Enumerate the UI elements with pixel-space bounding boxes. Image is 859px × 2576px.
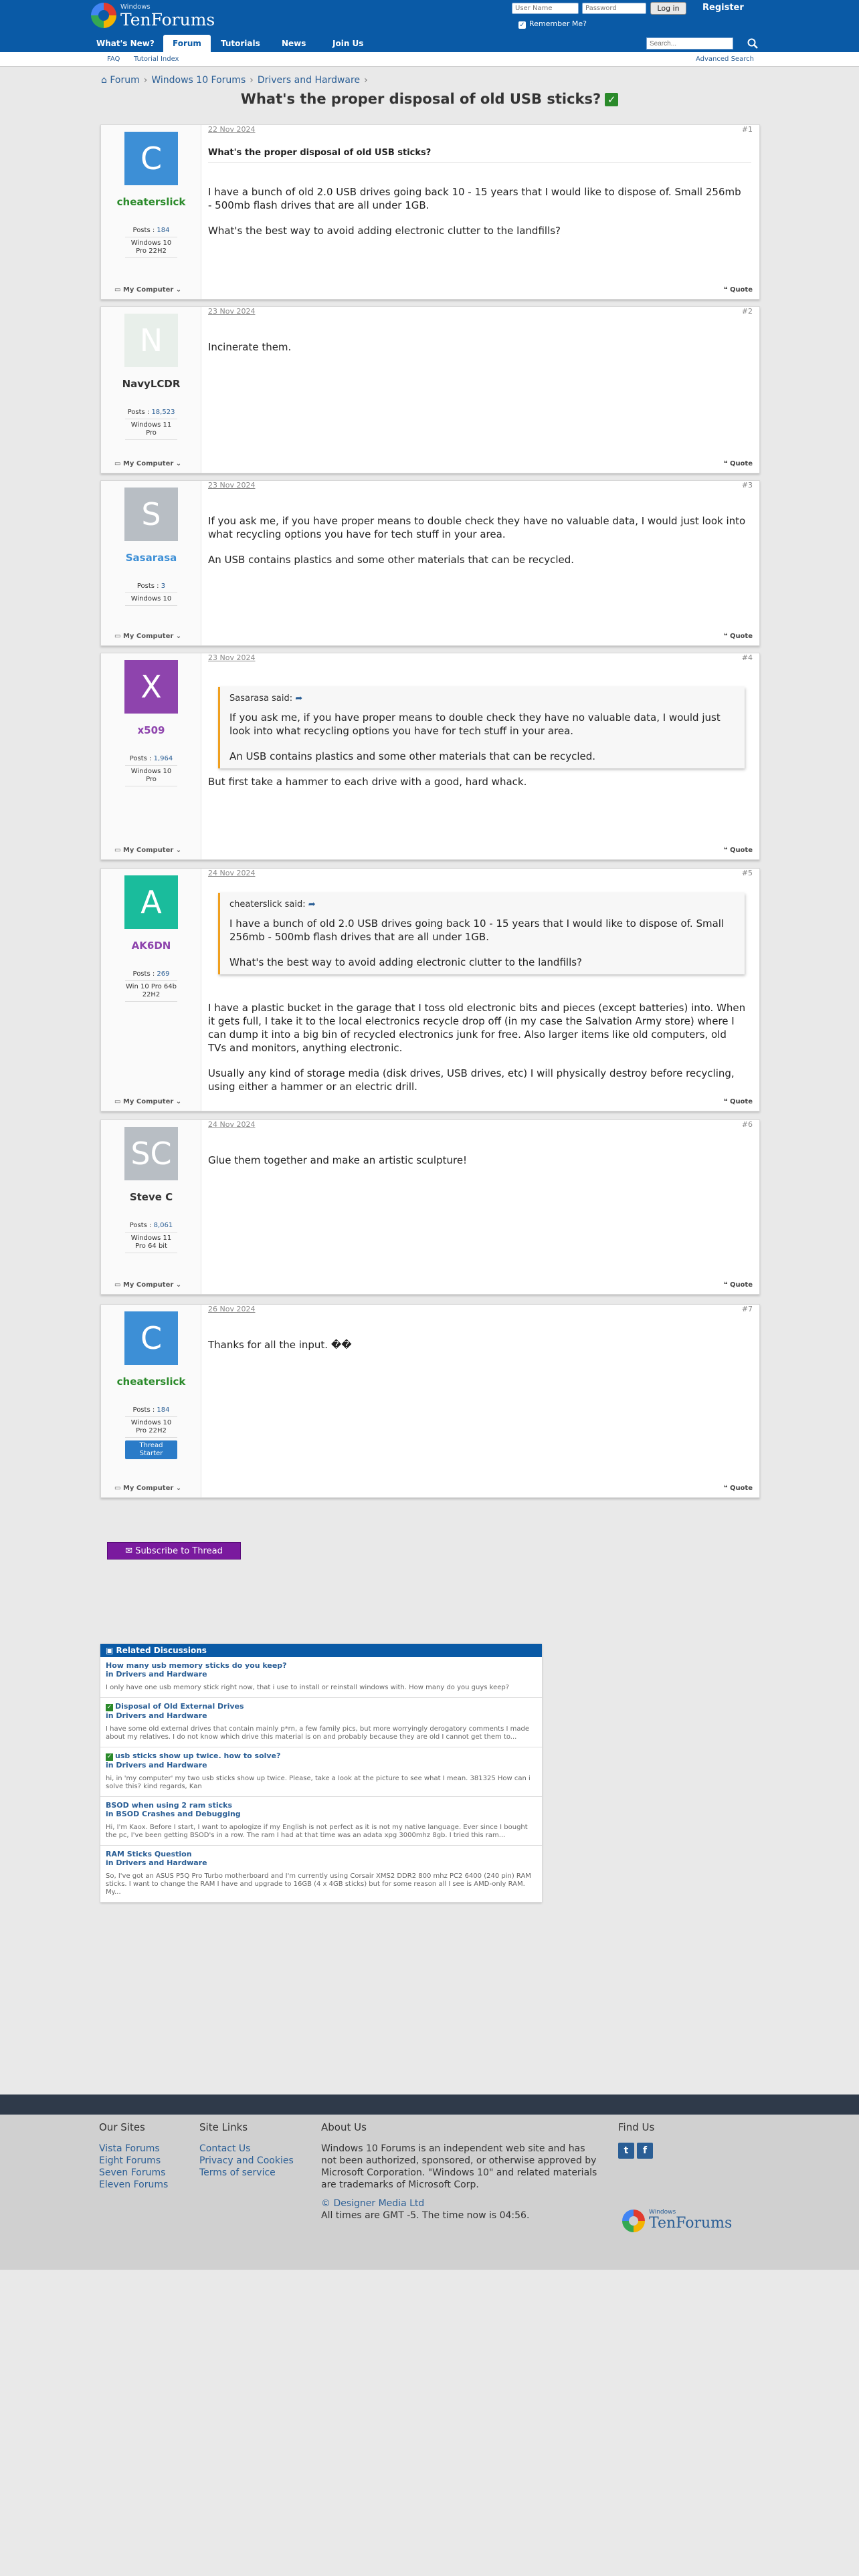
tutorial-index-link[interactable]: Tutorial Index [134, 56, 179, 63]
footer-link-seven[interactable]: Seven Forums [99, 2167, 166, 2178]
home-icon[interactable]: ⌂ [101, 75, 107, 86]
computer-icon: ▭ [114, 1281, 123, 1289]
quote-block [218, 893, 745, 974]
post-count [125, 1222, 177, 1232]
footer-link-privacy[interactable]: Privacy and Cookies [199, 2155, 294, 2166]
quote-button[interactable] [724, 1281, 753, 1289]
quote-button[interactable] [724, 286, 753, 294]
post-date[interactable]: 23 Nov 2024 [208, 307, 256, 316]
posts-count-value[interactable]: 18,523 [151, 409, 175, 416]
username[interactable]: Steve C [129, 1191, 173, 1203]
username[interactable]: cheaterslick [116, 1376, 186, 1388]
computer-icon: ▭ [114, 847, 123, 854]
system-info: Windows 11 Pro 64 bit [125, 1235, 177, 1253]
post-number[interactable]: #2 [741, 307, 753, 316]
posts-label: Posts : [132, 1406, 155, 1414]
user-info [125, 227, 177, 258]
post-date[interactable]: 23 Nov 2024 [208, 653, 256, 662]
computer-icon: ▭ [114, 1485, 123, 1492]
related-heading-text: Related Discussions [116, 1646, 207, 1655]
nav-forum[interactable]: Forum [163, 35, 211, 52]
checkbox-icon[interactable]: ✓ [519, 21, 525, 29]
post-body [208, 1154, 746, 1179]
post-count [125, 227, 177, 237]
system-info: Windows 10 [125, 595, 177, 606]
thread-starter-badge: Thread Starter [125, 1440, 177, 1459]
post [100, 1119, 760, 1295]
breadcrumb-drivers-hardware[interactable]: Drivers and Hardware [257, 75, 361, 86]
footer-our-sites-heading: Our Sites [99, 2121, 145, 2133]
system-info: Windows 11 Pro [125, 421, 177, 440]
system-info: Win 10 Pro 64b 22H2 [125, 983, 177, 1002]
user-info [125, 1222, 177, 1253]
quote-author: Sasarasa said: [229, 693, 293, 704]
post-paragraph: I have a bunch of old 2.0 USB drives going back 10 - 15 years that I would like to dispose of. Small 256mb - 500mb flash drives that are all under 1GB. [208, 186, 741, 211]
post-author-panel [101, 307, 201, 473]
quote-button[interactable] [724, 1485, 753, 1492]
footer-logo[interactable] [622, 2208, 749, 2235]
post [100, 653, 760, 860]
my-computer-toggle[interactable] [114, 847, 181, 854]
my-computer-label: My Computer [122, 286, 174, 294]
posts-count-value[interactable]: 184 [157, 1406, 170, 1414]
post-number[interactable]: #3 [741, 481, 753, 490]
quote-label: Quote [729, 633, 753, 640]
quote-button[interactable] [724, 847, 753, 854]
breadcrumb [101, 75, 372, 86]
username[interactable]: cheaterslick [116, 196, 186, 208]
username[interactable]: NavyLCDR [122, 378, 181, 390]
quote-attribution [229, 898, 735, 911]
avatar[interactable]: S [124, 488, 178, 541]
post-count [125, 409, 177, 419]
username[interactable]: Sasarasa [125, 552, 177, 564]
posts-count-value[interactable]: 3 [161, 582, 166, 590]
post-date[interactable]: 24 Nov 2024 [208, 869, 256, 877]
quote-paragraph: If you ask me, if you have proper means to double check they have no valuable data, I would just look into what recycling options you have for tech stuff in your area. [229, 712, 721, 737]
post-paragraph: Glue them together and make an artistic sculpture! [208, 1154, 468, 1166]
related-excerpt: So, I've got an ASUS P5Q Pro Turbo motherboard and I'm currently using Corsair XMS2 DDR2 800 mhz PC2 6400 (240 pin) RAM sticks. I want to change the RAM I have and upgrade to 16GB (4 x 4GB sticks) but for some reason all I see is AMD-only RAM. My... [106, 1872, 531, 1896]
posts-count-value[interactable]: 1,964 [153, 755, 173, 762]
computer-icon: ▭ [114, 633, 123, 640]
posts-label: Posts : [132, 970, 155, 978]
reply-arrow-icon[interactable]: ➦ [295, 693, 303, 704]
footer-about [321, 2121, 602, 2222]
related-title-text[interactable]: usb sticks show up twice. how to solve? [115, 1751, 281, 1760]
my-computer-toggle[interactable] [114, 460, 181, 467]
footer-link-terms[interactable]: Terms of service [199, 2167, 276, 2178]
post-paragraph: Incinerate them. [208, 341, 292, 353]
chevron-down-icon: ⌄ [173, 286, 182, 294]
breadcrumb-windows-10-forums[interactable]: Windows 10 Forums [151, 75, 246, 86]
posts-label: Posts : [129, 1222, 152, 1229]
related-excerpt: I have some old external drives that contain mainly p*rn, a few family pics, but more worryingly derogatory comments I made about my relatives. I do not know which drive this material is on and probably because they are old I cannot get them to... [106, 1725, 529, 1741]
remember-label: Remember Me? [529, 19, 587, 28]
login-button[interactable]: Log in [650, 2, 686, 15]
post-count [125, 582, 177, 593]
related-title-text[interactable]: RAM Sticks Question [106, 1850, 192, 1858]
logo-small-text: Windows [120, 3, 151, 11]
mail-icon: ✉ [125, 1546, 136, 1556]
post [100, 124, 760, 300]
facebook-icon[interactable]: f [637, 2143, 653, 2159]
posts-count-value[interactable]: 8,061 [153, 1222, 173, 1229]
post-number[interactable]: #1 [741, 125, 753, 134]
post-body [208, 514, 746, 578]
footer-logo-text: TenForums [649, 2215, 733, 2232]
posts-count-value[interactable]: 269 [157, 970, 170, 978]
computer-icon: ▭ [114, 1098, 123, 1105]
post [100, 480, 760, 646]
quote-icon: ❝ [723, 1281, 730, 1289]
system-info: Windows 10 Pro 22H2 [125, 1419, 177, 1438]
my-computer-label: My Computer [122, 1485, 174, 1492]
post-author-panel [101, 481, 201, 645]
my-computer-label: My Computer [122, 1098, 174, 1105]
related-forum: in Drivers and Hardware [106, 1761, 207, 1769]
quote-author: cheaterslick said: [229, 899, 306, 909]
footer-copyright[interactable]: © Designer Media Ltd [321, 2198, 425, 2209]
user-info [125, 1406, 177, 1459]
quote-icon: ❝ [723, 286, 730, 294]
quote-icon: ❝ [723, 1098, 730, 1105]
post-paragraph: What's the best way to avoid adding electronic clutter to the landfills? [208, 225, 561, 237]
thread-title-text: What's the proper disposal of old USB sticks? [240, 91, 601, 107]
footer-band [0, 2095, 859, 2115]
post-paragraph: Usually any kind of storage media (disk drives, USB drives, etc) I will physically destroy before recycling, using either a hammer or an electric drill. [208, 1067, 735, 1093]
reply-arrow-icon[interactable]: ➦ [308, 899, 316, 909]
related-title-text[interactable]: How many usb memory sticks do you keep? [106, 1661, 287, 1670]
quote-paragraph: I have a bunch of old 2.0 USB drives going back 10 - 15 years that I would like to dispose of. Small 256mb - 500mb flash drives that are all under 1GB. [229, 918, 725, 943]
twitter-icon[interactable]: t [618, 2143, 634, 2159]
footer-site-links [199, 2121, 294, 2179]
faq-link[interactable]: FAQ [107, 56, 120, 63]
related-item [100, 1698, 542, 1747]
quote-button[interactable] [724, 1098, 753, 1105]
my-computer-toggle[interactable] [114, 633, 181, 640]
my-computer-label: My Computer [122, 1281, 174, 1289]
related-forum: in BSOD Crashes and Debugging [106, 1810, 241, 1818]
footer-link-eight[interactable]: Eight Forums [99, 2155, 161, 2166]
search-input[interactable] [646, 37, 733, 49]
post-paragraph: But first take a hammer to each drive with a good, hard whack. [208, 776, 527, 788]
page-title [0, 91, 859, 107]
breadcrumb-forum[interactable]: Forum [110, 75, 140, 86]
quote-label: Quote [729, 460, 753, 467]
related-excerpt: hi, in 'my computer' my two usb sticks show up twice. Please, take a look at the picture to see what I mean. 381325 How can i solve this? kind regards, Kan [106, 1775, 531, 1790]
related-forum: in Drivers and Hardware [106, 1711, 207, 1720]
chevron-down-icon: ⌄ [173, 847, 182, 854]
chevron-right-icon: › [250, 75, 254, 86]
nav-join-us[interactable]: Join Us [332, 39, 364, 48]
post-count [125, 755, 177, 766]
chevron-down-icon: ⌄ [173, 1281, 182, 1289]
chevron-down-icon: ⌄ [173, 633, 182, 640]
system-info: Windows 10 Pro 22H2 [125, 239, 177, 258]
posts-label: Posts : [127, 409, 150, 416]
posts-count-value[interactable]: 184 [157, 227, 170, 234]
logo-text: TenForums [120, 10, 215, 29]
footer-logo-small: Windows [649, 2209, 676, 2216]
post [100, 868, 760, 1111]
quote-label: Quote [729, 1281, 753, 1289]
footer-link-vista[interactable]: Vista Forums [99, 2143, 160, 2154]
related-title[interactable] [106, 1661, 537, 1670]
posts-label: Posts : [136, 582, 159, 590]
related-heading [100, 1644, 542, 1657]
post-number[interactable]: #6 [741, 1120, 753, 1129]
related-item [100, 1657, 542, 1698]
post-date[interactable]: 23 Nov 2024 [208, 481, 256, 490]
avatar[interactable]: X [124, 660, 178, 714]
password-input[interactable] [582, 3, 646, 14]
computer-icon: ▭ [114, 460, 123, 467]
post-body [208, 1338, 746, 1364]
search-icon[interactable] [747, 37, 759, 49]
post-number[interactable]: #5 [741, 869, 753, 877]
post-body [208, 340, 746, 366]
user-info [125, 409, 177, 440]
quote-icon: ❝ [723, 633, 730, 640]
my-computer-label: My Computer [122, 847, 174, 854]
quote-paragraph: An USB contains plastics and some other materials that can be recycled. [229, 750, 596, 762]
my-computer-toggle[interactable] [114, 1098, 181, 1105]
related-item [100, 1846, 542, 1903]
quote-block [218, 687, 745, 768]
post-number[interactable]: #7 [741, 1305, 753, 1313]
post-author-panel [101, 125, 201, 299]
footer-find-us [618, 2121, 656, 2159]
subscribe-label: Subscribe to Thread [135, 1546, 223, 1556]
post-author-panel [101, 1305, 201, 1497]
user-info [125, 582, 177, 606]
footer-link-contact[interactable]: Contact Us [199, 2143, 251, 2154]
post [100, 306, 760, 473]
related-title[interactable] [106, 1702, 537, 1711]
username[interactable]: x509 [137, 724, 165, 736]
related-title[interactable] [106, 1751, 537, 1761]
username[interactable]: AK6DN [131, 940, 171, 952]
post-date[interactable]: 24 Nov 2024 [208, 1120, 256, 1129]
post-body [208, 775, 746, 800]
solved-check-icon: ✓ [106, 1704, 112, 1711]
register-link[interactable]: Register [702, 3, 744, 13]
avatar[interactable]: SC [124, 1127, 178, 1180]
post-paragraph: I have a plastic bucket in the garage that I toss old electronic bits and pieces (except batteries) into. When it gets full, I take it to the local electronics recycle drop off (in my case the Salvation Army store) where I can dump it into a big bin of recycled electronics junk for free. Also larger items like old computers, old TVs and monitors, anything electronic. [208, 1002, 746, 1054]
posts-label: Posts : [132, 227, 155, 234]
post-paragraph: If you ask me, if you have proper means to double check they have no valuable data, I would just look into what recycling options you have for tech stuff in your area. [208, 515, 746, 540]
related-discussions [100, 1644, 542, 1903]
post-count [125, 970, 177, 981]
posts-label: Posts : [129, 755, 152, 762]
post-author-panel [101, 653, 201, 859]
chevron-down-icon: ⌄ [173, 460, 182, 467]
avatar[interactable]: C [124, 132, 178, 185]
chevron-right-icon: › [364, 75, 368, 86]
post-author-panel [101, 869, 201, 1111]
related-forum: in Drivers and Hardware [106, 1858, 207, 1867]
quote-attribution [229, 692, 735, 706]
quote-icon: ❝ [723, 847, 730, 854]
post [100, 1304, 760, 1498]
post-count [125, 1406, 177, 1417]
quote-label: Quote [729, 847, 753, 854]
related-title-text[interactable]: BSOD when using 2 ram sticks [106, 1801, 232, 1810]
solved-check-icon: ✓ [605, 93, 618, 106]
post-date[interactable]: 22 Nov 2024 [208, 125, 256, 134]
my-computer-toggle[interactable] [114, 1485, 181, 1492]
post-body [208, 185, 746, 249]
chevron-right-icon: › [143, 75, 148, 86]
remember-me[interactable] [518, 19, 587, 29]
advanced-search-link[interactable]: Advanced Search [696, 56, 754, 63]
related-excerpt: I only have one usb memory stick right now, that i use to install or reinstall windows with. How many do you guys keep? [106, 1684, 510, 1691]
post-author-panel [101, 1120, 201, 1294]
post-paragraph: An USB contains plastics and some other materials that can be recycled. [208, 554, 575, 566]
footer-link-eleven[interactable]: Eleven Forums [99, 2179, 169, 2190]
quote-icon: ❝ [723, 460, 730, 467]
windows-logo-icon [622, 2210, 645, 2232]
footer-about-heading: About Us [321, 2121, 367, 2133]
quote-icon: ❝ [723, 1485, 730, 1492]
related-title[interactable] [106, 1850, 537, 1858]
top-header [0, 0, 859, 52]
chevron-down-icon: ⌄ [173, 1098, 182, 1105]
forum-icon: ▣ [106, 1646, 116, 1655]
related-forum: in Drivers and Hardware [106, 1670, 207, 1679]
windows-logo-icon [91, 3, 116, 28]
quote-paragraph: What's the best way to avoid adding electronic clutter to the landfills? [229, 956, 583, 968]
related-list [100, 1657, 542, 1903]
subscribe-button[interactable] [107, 1542, 241, 1560]
related-item [100, 1747, 542, 1797]
my-computer-toggle[interactable] [114, 286, 181, 294]
nav-tutorials[interactable]: Tutorials [221, 39, 260, 48]
my-computer-label: My Computer [122, 460, 174, 467]
footer-site-links-heading: Site Links [199, 2121, 248, 2133]
related-title[interactable] [106, 1801, 537, 1810]
nav-whats-new[interactable]: What's New? [96, 39, 155, 48]
user-info [125, 755, 177, 786]
system-info: Windows 10 Pro [125, 768, 177, 786]
post-date[interactable]: 26 Nov 2024 [208, 1305, 256, 1313]
footer-find-us-heading: Find Us [618, 2121, 655, 2133]
post-title: What's the proper disposal of old USB sticks? [208, 148, 751, 163]
footer [0, 2115, 859, 2270]
quote-label: Quote [729, 1098, 753, 1105]
username-input[interactable] [512, 3, 579, 14]
post-number[interactable]: #4 [741, 653, 753, 662]
post-paragraph: Thanks for all the input. �� [208, 1339, 352, 1351]
solved-check-icon: ✓ [106, 1753, 112, 1760]
avatar[interactable]: C [124, 1311, 178, 1365]
related-excerpt: Hi, I'm Kaox. Before I start, I want to apologize if my English is not perfect as it is not my native language. Ever since I bought the pc, I've been getting BSOD's in a row. The ram I had at that time was an adata xpg 3000mhz 8gb. I tried this ram... [106, 1824, 528, 1839]
avatar[interactable]: N [124, 314, 178, 367]
quote-label: Quote [729, 1485, 753, 1492]
site-logo[interactable] [91, 1, 245, 29]
nav-news[interactable]: News [282, 39, 306, 48]
footer-about-text: Windows 10 Forums is an independent web site and has not been authorized, sponsored, or otherwise approved by Microsoft Corporation. "Windows 10" and related materials are trademarks of Microsoft Corp. [321, 2143, 597, 2190]
quote-button[interactable] [724, 460, 753, 467]
quote-button[interactable] [724, 633, 753, 640]
my-computer-toggle[interactable] [114, 1281, 181, 1289]
user-info [125, 970, 177, 1002]
related-item [100, 1797, 542, 1846]
computer-icon: ▭ [114, 286, 123, 294]
footer-time: All times are GMT -5. The time now is 04:56. [321, 2210, 530, 2221]
sub-navigation [0, 52, 859, 67]
footer-our-sites [99, 2121, 168, 2191]
my-computer-label: My Computer [122, 633, 174, 640]
avatar[interactable]: A [124, 875, 178, 929]
chevron-down-icon: ⌄ [173, 1485, 182, 1492]
quote-label: Quote [729, 286, 753, 294]
post-body [208, 1001, 746, 1105]
related-title-text[interactable]: Disposal of Old External Drives [115, 1702, 244, 1711]
